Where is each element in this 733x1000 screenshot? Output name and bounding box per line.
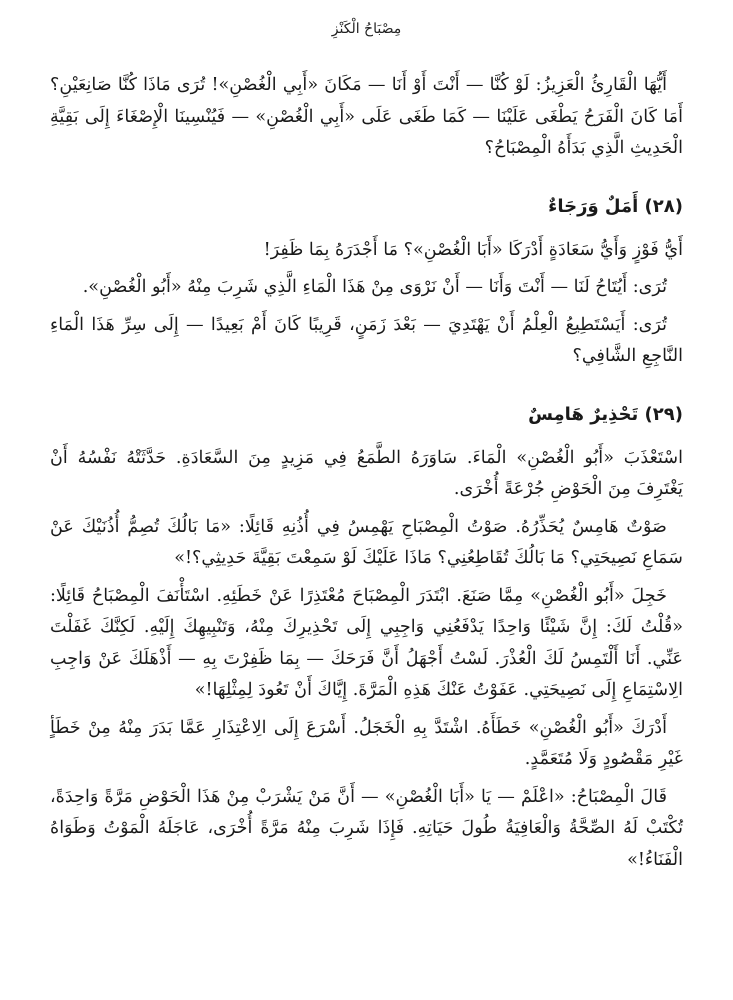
section-28-heading: (٢٨) أَمَلٌ وَرَجَاءٌ	[548, 195, 683, 217]
section-29-heading: (٢٩) تَحْذِيرٌ هَامِسٌ	[528, 403, 683, 425]
section-29-paragraph-1: اسْتَعْذَبَ «أَبُو الْغُصْنِ» الْمَاءَ. سَاوَرَهُ الطَّمَعُ فِي مَزِيدٍ مِنَ السَّعَادَةِ. حَدَّثَتْهُ نَفْسُهُ أَنْ يَغْتَرِفَ مِنَ الْحَوْضِ جُرْعَةً أُخْرَى.	[50, 447, 683, 499]
section-28-paragraph-3: تُرَى: أَيَسْتَطِيعُ الْعِلْمُ أَنْ يَهْتَدِيَ — بَعْدَ زَمَنٍ، قَرِيبًا كَانَ أَمْ بَعِيدًا — إِلَى سِرِّ هَذَا الْمَاءِ النَّاجِعِ الشَّافِي؟	[50, 314, 683, 366]
section-29-paragraph-4: أَدْرَكَ «أَبُو الْغُصْنِ» خَطَأَهُ. اشْتَدَّ بِهِ الْخَجَلُ. أَسْرَعَ إِلَى الِاعْتِذَارِ عَمَّا بَدَرَ مِنْهُ مِنْ خَطَأٍ غَيْرِ مَقْصُودٍ وَلَا مُتَعَمَّدٍ.	[50, 717, 683, 769]
intro-paragraph: أَيُّهَا الْقَارِئُ الْعَزِيزُ: لَوْ كُنَّا — أَنْتَ أَوْ أَنَا — مَكَانَ «أَبِي الْغُصْنِ»! تُرَى مَاذَا كُنَّا صَانِعَيْنِ؟ أَمَا كَانَ الْفَرَحُ يَطْغَى عَلَيْنَا — كَمَا طَغَى عَلَى «أَبِي الْغُصْنِ» — فَيُنْسِينَا الْإِصْغَاءَ إِلَى بَقِيَّةِ الْحَدِيثِ الَّذِي بَدَأَهُ الْمِصْبَاحُ؟	[50, 75, 683, 158]
section-29-paragraph-2: صَوْتٌ هَامِسٌ يُحَذِّرُهُ. صَوْتُ الْمِصْبَاحِ يَهْمِسُ فِي أُذُنِهِ قَائِلًا: «مَا بَالُكَ تُصِمُّ أُذُنَيْكَ عَنْ سَمَاعِ نَصِيحَتِي؟ مَا بَالُكَ تُقَاطِعُنِي؟ مَاذَا عَلَيْكَ لَوْ سَمِعْتَ بَقِيَّةَ حَدِيثِي؟!»	[50, 516, 683, 568]
running-head: مِصْبَاحُ الْكَنْزِ	[331, 21, 402, 37]
section-29-paragraph-3: خَجِلَ «أَبُو الْغُصْنِ» مِمَّا صَنَعَ. ابْتَدَرَ الْمِصْبَاحَ مُعْتَذِرًا عَنْ خَطَئِهِ. اسْتَأْنَفَ الْمِصْبَاحُ قَائِلًا: «قُلْتُ لَكَ: إِنَّ شَيْئًا وَاحِدًا يَدْفَعُنِي وَاجِبِي إِلَى تَحْذِيرِكَ مِنْهُ، وَتَنْبِيهِكَ إِلَيْهِ. لَكِنَّكَ غَفَلْتَ عَنِّي. أَنَا أَلْتَمِسُ لَكَ الْعُذْرَ. لَسْتُ أَجْهَلُ أَنَّ فَرَحَكَ — بِمَا ظَفِرْتَ بِهِ — أَذْهَلَكَ عَنْ وَاجِبِ الِاسْتِمَاعِ إِلَى نَصِيحَتِي. عَفَوْتُ عَنْكَ هَذِهِ الْمَرَّةَ. إِيَّاكَ أَنْ تَعُودَ لِمِثْلِهَا!»	[50, 585, 683, 700]
section-29-paragraph-5: قَالَ الْمِصْبَاحُ: «اعْلَمْ — يَا «أَبَا الْغُصْنِ» — أَنَّ مَنْ يَشْرَبْ مِنْ هَذَا الْحَوْضِ مَرَّةً وَاحِدَةً، تُكْتَبْ لَهُ الصِّحَّةُ وَالْعَافِيَةُ طُولَ حَيَاتِهِ. فَإِذَا شَرِبَ مِنْهُ مَرَّةً أُخْرَى، عَاجَلَهُ الْمَوْتُ وَطَوَاهُ الْفَنَاءُ!»	[50, 786, 683, 870]
section-28-paragraph-2: تُرَى: أَيُتَاحُ لَنَا — أَنْتَ وَأَنَا — أَنْ نَرْوَى مِنْ هَذَا الْمَاءِ الَّذِي شَرِبَ مِنْهُ «أَبُو الْغُصْنِ».	[82, 277, 667, 297]
section-28-paragraph-1: أَيُّ فَوْزٍ وَأَيُّ سَعَادَةٍ أَدْرَكَا «أَبَا الْغُصْنِ»؟ مَا أَجْدَرَهُ بِمَا ظَفِرَ!	[263, 239, 683, 260]
